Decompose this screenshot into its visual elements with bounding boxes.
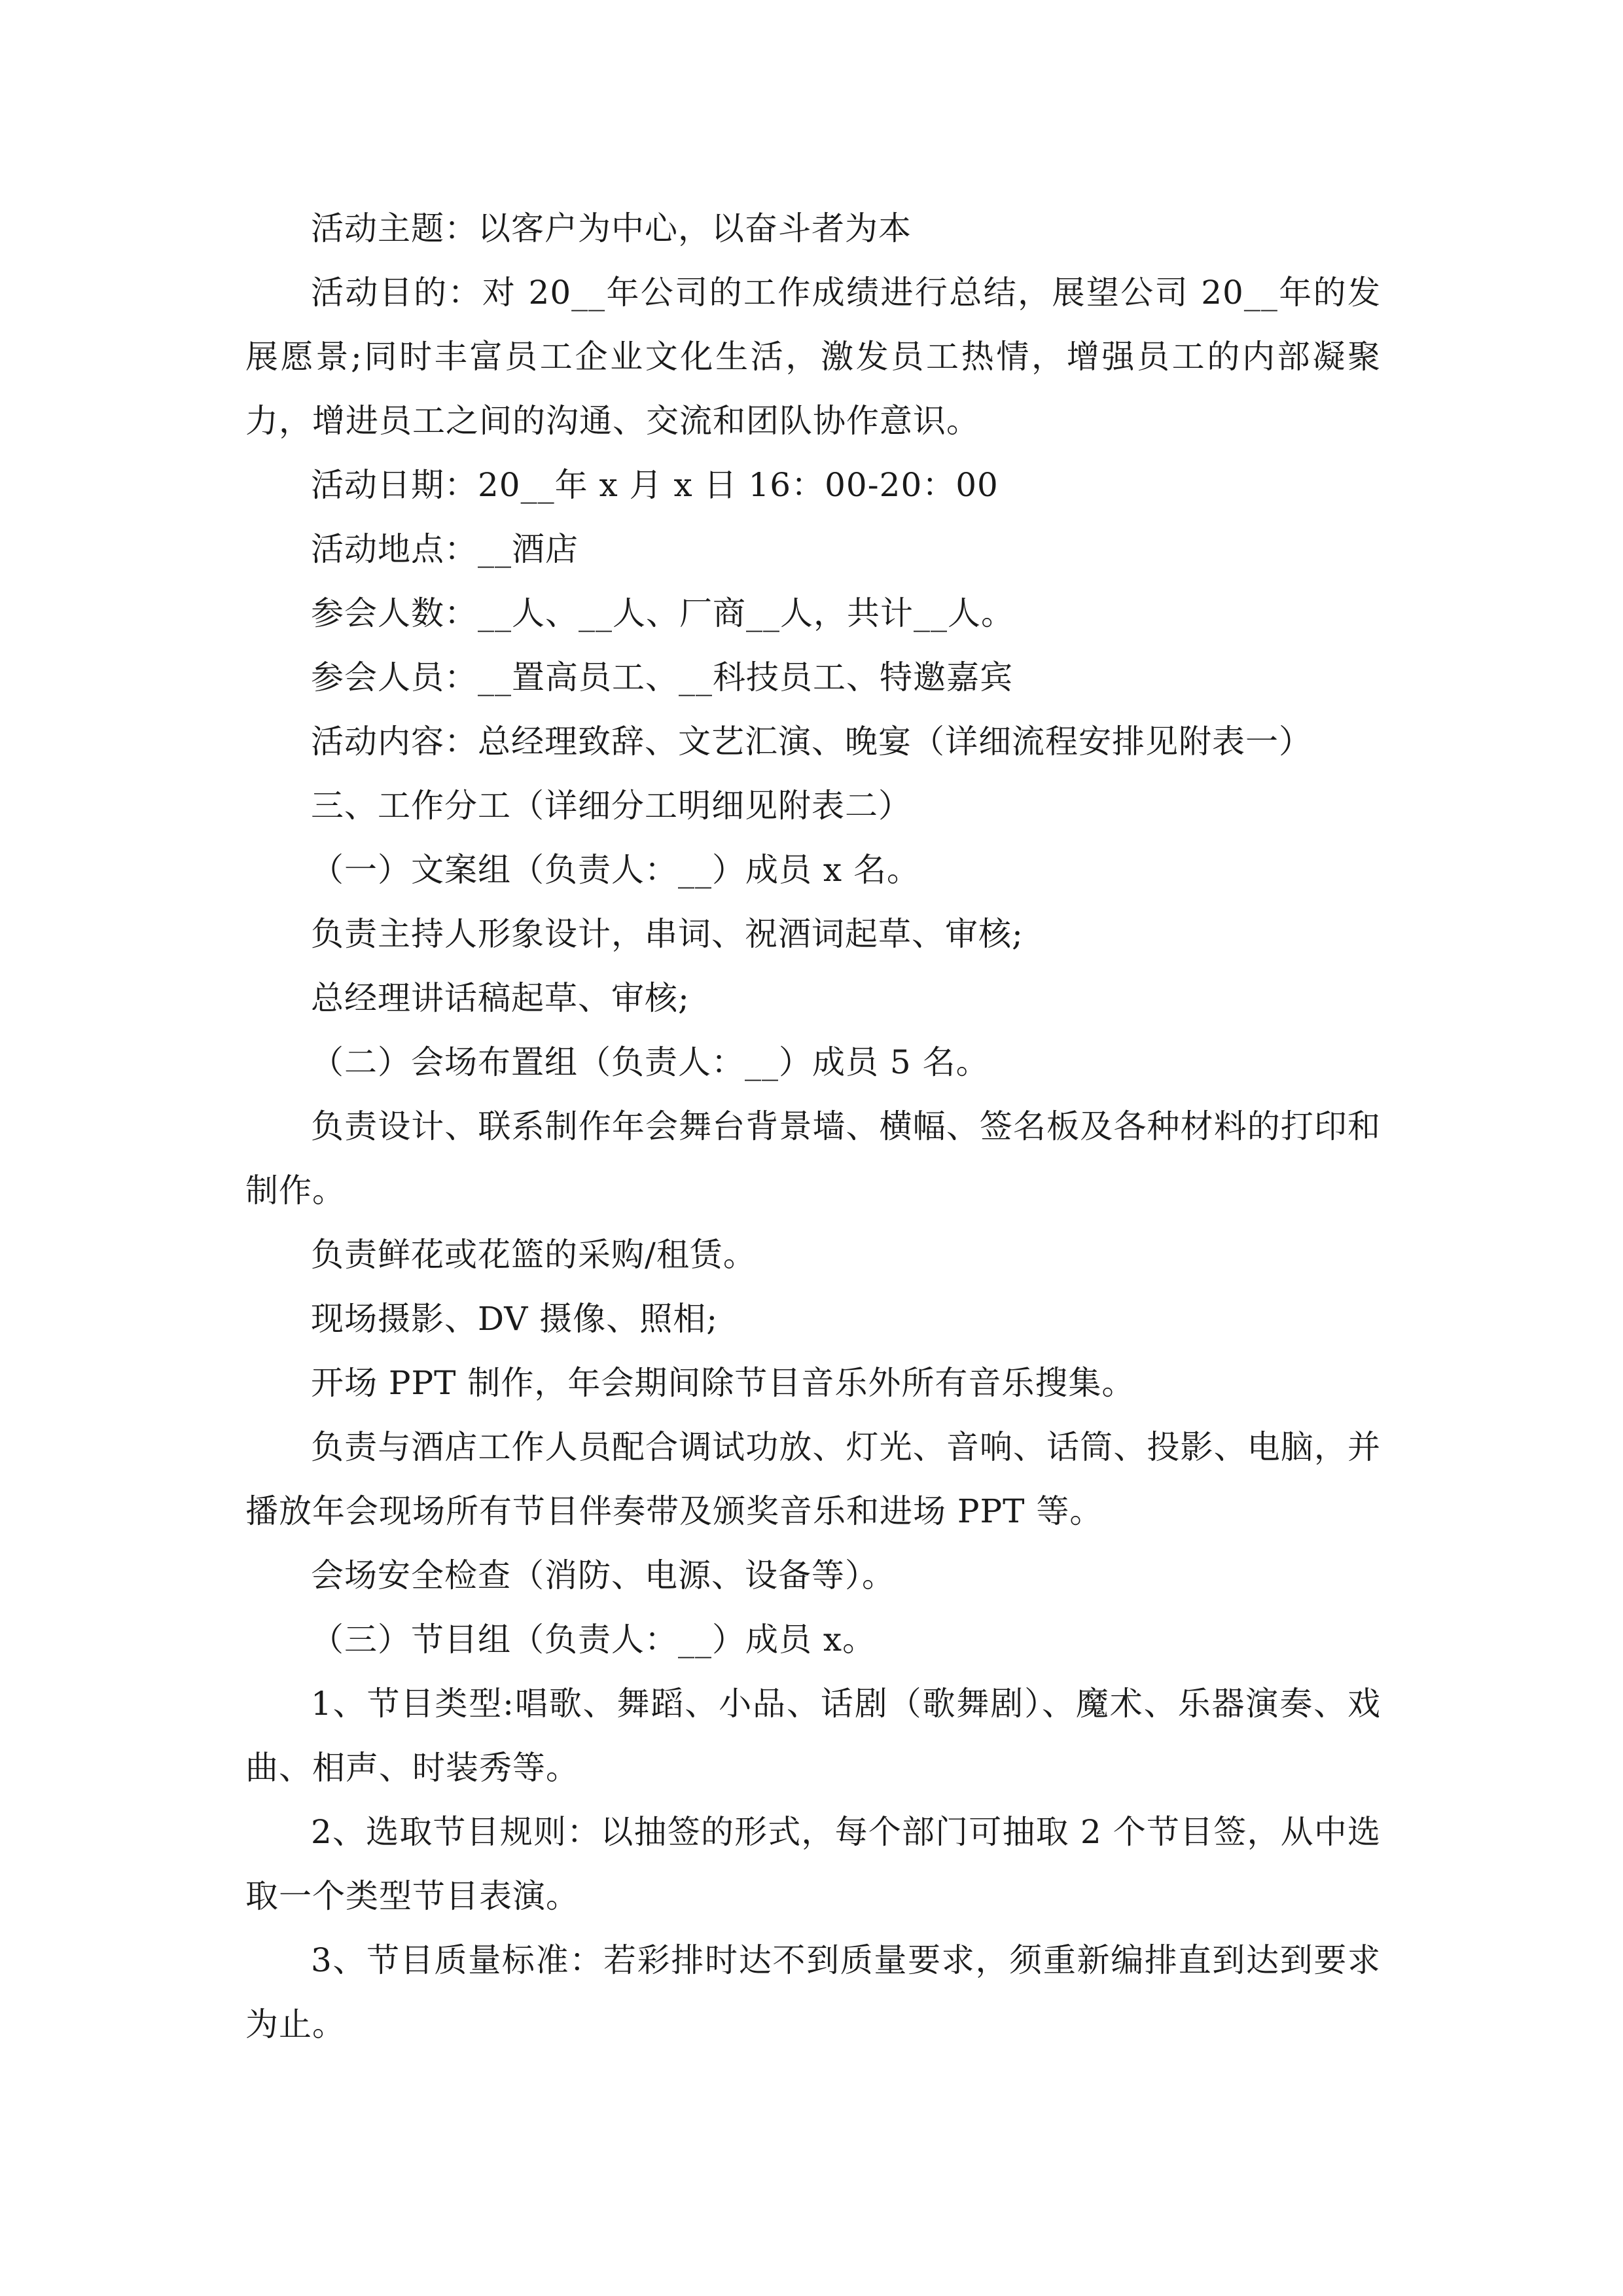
paragraph-safety-check: 会场安全检查（消防、电源、设备等）。 <box>311 1556 895 1594</box>
paragraph-theme: 活动主题：以客户为中心，以奋斗者为本 <box>311 209 912 247</box>
paragraph-selection-rules: 2、选取节目规则：以抽签的形式，每个部门可抽取 2 个节目签，从中选取一个类型节目表演。 <box>245 1813 1381 1915</box>
section-heading-division: 三、工作分工（详细分工明细见附表二） <box>311 787 912 825</box>
paragraph-flowers: 负责鲜花或花篮的采购/租赁。 <box>311 1236 757 1274</box>
paragraph-host-design: 负责主持人形象设计，串词、祝酒词起草、审核; <box>311 915 1024 953</box>
document-body <box>245 196 1381 2056</box>
subheading-venue-group: （二）会场布置组（负责人：__）成员 5 名。 <box>311 1043 990 1081</box>
paragraph-purpose: 活动目的：对 20__年公司的工作成绩进行总结，展望公司 20__年的发展愿景;同时丰富员工企业文化生活，激发员工热情，增强员工的内部凝聚力，增进员工之间的沟通、交流和团队协作意识。 <box>245 274 1381 440</box>
paragraph-stage-design: 负责设计、联系制作年会舞台背景墙、横幅、签名板及各种材料的打印和制作。 <box>245 1107 1381 1210</box>
paragraph-location: 活动地点：__酒店 <box>311 530 579 568</box>
paragraph-date: 活动日期：20__年 x 月 x 日 16：00-20：00 <box>311 466 999 504</box>
paragraph-program-types: 1、节目类型:唱歌、舞蹈、小品、话剧（歌舞剧）、魔术、乐器演奏、戏曲、相声、时装秀等。 <box>245 1685 1381 1787</box>
paragraph-attendees: 参会人员：__置高员工、__科技员工、特邀嘉宾 <box>311 658 1013 696</box>
subheading-program-group: （三）节目组（负责人：__）成员 x。 <box>311 1621 876 1659</box>
paragraph-activity-content: 活动内容：总经理致辞、文艺汇演、晚宴（详细流程安排见附表一） <box>311 723 1312 761</box>
paragraph-ppt: 开场 PPT 制作，年会期间除节目音乐外所有音乐搜集。 <box>311 1364 1135 1402</box>
paragraph-attendee-count: 参会人数：__人、__人、厂商__人，共计__人。 <box>311 594 1014 632</box>
paragraph-quality-standard: 3、节目质量标准：若彩排时达不到质量要求，须重新编排直到达到要求为止。 <box>245 1941 1381 2043</box>
paragraph-av-setup: 负责与酒店工作人员配合调试功放、灯光、音响、话筒、投影、电脑，并播放年会现场所有节目伴奏带及颁奖音乐和进场 PPT 等。 <box>245 1428 1381 1530</box>
paragraph-photography: 现场摄影、DV 摄像、照相; <box>311 1300 719 1338</box>
subheading-copywriting-group: （一）文案组（负责人：__）成员 x 名。 <box>311 851 920 889</box>
paragraph-speech-draft: 总经理讲话稿起草、审核; <box>311 979 690 1017</box>
